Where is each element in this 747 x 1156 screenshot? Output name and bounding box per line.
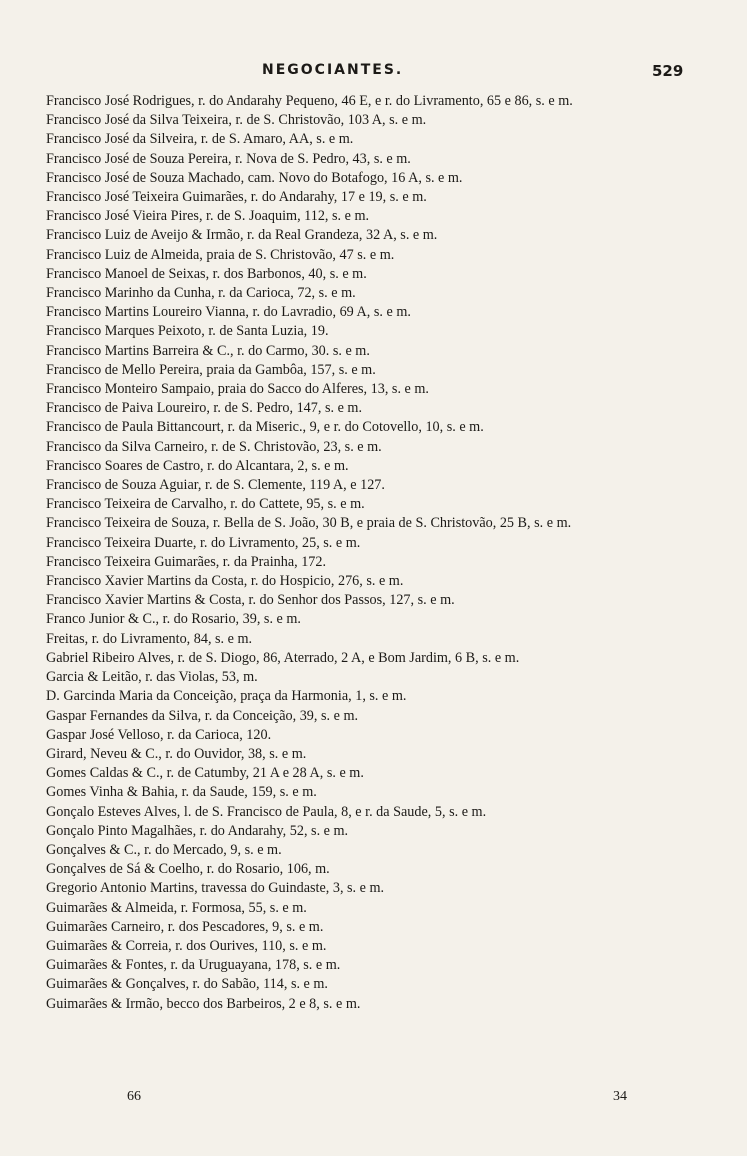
directory-entry: Francisco Teixeira Guimarães, r. da Prainha, 172. — [46, 553, 327, 570]
page-header — [0, 62, 747, 86]
directory-entry: Gonçalo Esteves Alves, l. de S. Francisco de Paula, 8, e r. da Saude, 5, s. e m. — [46, 803, 487, 820]
directory-entry: Francisco Monteiro Sampaio, praia do Sacco do Alferes, 13, s. e m. — [46, 381, 429, 398]
directory-entry: Francisco Luiz de Almeida, praia de S. Christovão, 47 s. e m. — [46, 246, 395, 263]
directory-entry: Francisco Marques Peixoto, r. de Santa Luzia, 19. — [46, 323, 329, 340]
directory-entry: Francisco da Silva Carneiro, r. de S. Christovão, 23, s. e m. — [46, 438, 382, 455]
page-footer — [0, 1089, 747, 1109]
directory-entry: Francisco Luiz de Aveijo & Irmão, r. da Real Grandeza, 32 A, s. e m. — [46, 227, 438, 244]
directory-entry: Gonçalo Pinto Magalhães, r. do Andarahy, 52, s. e m. — [46, 822, 349, 839]
directory-entry: Francisco José da Silva Teixeira, r. de S. Christovão, 103 A, s. e m. — [46, 112, 427, 129]
directory-entry: Guimarães Carneiro, r. dos Pescadores, 9, s. e m. — [46, 918, 324, 935]
directory-entry: Guimarães & Fontes, r. da Uruguayana, 178, s. e m. — [46, 957, 341, 974]
directory-entry: Francisco Marinho da Cunha, r. da Carioca, 72, s. e m. — [46, 285, 356, 302]
directory-entry: Francisco de Mello Pereira, praia da Gambôa, 157, s. e m. — [46, 361, 376, 378]
page-title: NEGOCIANTES. — [262, 62, 404, 78]
directory-entry: Francisco Teixeira Duarte, r. do Livramento, 25, s. e m. — [46, 534, 361, 551]
signature-mark-left: 66 — [127, 1089, 141, 1104]
directory-entry: Francisco José da Silveira, r. de S. Amaro, AA, s. e m. — [46, 131, 354, 148]
directory-entry: Gabriel Ribeiro Alves, r. de S. Diogo, 86, Aterrado, 2 A, e Bom Jardim, 6 B, s. e m. — [46, 649, 520, 666]
directory-entry: Francisco Manoel de Seixas, r. dos Barbonos, 40, s. e m. — [46, 265, 367, 282]
directory-entry: Francisco José Vieira Pires, r. de S. Joaquim, 112, s. e m. — [46, 208, 370, 225]
directory-entry: Francisco José de Souza Pereira, r. Nova de S. Pedro, 43, s. e m. — [46, 150, 411, 167]
directory-entry: Francisco José Rodrigues, r. do Andarahy Pequeno, 46 E, e r. do Livramento, 65 e 86, s. e m. — [46, 93, 573, 109]
directory-entry: Gregorio Antonio Martins, travessa do Guindaste, 3, s. e m. — [46, 880, 385, 897]
directory-entry: Gaspar Fernandes da Silva, r. da Conceição, 39, s. e m. — [46, 707, 359, 724]
directory-entry: Garcia & Leitão, r. das Violas, 53, m. — [46, 669, 258, 686]
directory-entry: Franco Junior & C., r. do Rosario, 39, s. e m. — [46, 611, 301, 628]
directory-entry: Guimarães & Irmão, becco dos Barbeiros, 2 e 8, s. e m. — [46, 995, 361, 1012]
directory-entry: Francisco José Teixeira Guimarães, r. do Andarahy, 17 e 19, s. e m. — [46, 189, 427, 206]
directory-list — [46, 92, 686, 1014]
page-number: 529 — [652, 62, 684, 80]
directory-entry: Francisco José de Souza Machado, cam. Novo do Botafogo, 16 A, s. e m. — [46, 169, 463, 186]
directory-entry: Francisco Martins Barreira & C., r. do Carmo, 30. s. e m. — [46, 342, 370, 359]
directory-entry: Francisco Teixeira de Souza, r. Bella de S. João, 30 B, e praia de S. Christovão, 25 B, s. e m. — [46, 515, 572, 532]
directory-entry: Francisco Teixeira de Carvalho, r. do Cattete, 95, s. e m. — [46, 496, 365, 513]
directory-entry: Gaspar José Velloso, r. da Carioca, 120. — [46, 726, 272, 743]
directory-entry: Francisco Xavier Martins & Costa, r. do Senhor dos Passos, 127, s. e m. — [46, 592, 455, 609]
directory-entry: Girard, Neveu & C., r. do Ouvidor, 38, s. e m. — [46, 745, 307, 762]
directory-entry: Francisco Xavier Martins da Costa, r. do Hospicio, 276, s. e m. — [46, 573, 404, 590]
directory-entry: Francisco de Paiva Loureiro, r. de S. Pedro, 147, s. e m. — [46, 400, 363, 417]
directory-entry: Freitas, r. do Livramento, 84, s. e m. — [46, 630, 253, 647]
directory-entry: Francisco Martins Loureiro Vianna, r. do Lavradio, 69 A, s. e m. — [46, 304, 411, 321]
directory-entry: Francisco Soares de Castro, r. do Alcantara, 2, s. e m. — [46, 457, 349, 474]
directory-entry: Guimarães & Correia, r. dos Ourives, 110, s. e m. — [46, 937, 327, 954]
directory-entry: D. Garcinda Maria da Conceição, praça da Harmonia, 1, s. e m. — [46, 688, 407, 705]
directory-entry: Francisco de Souza Aguiar, r. de S. Clemente, 119 A, e 127. — [46, 477, 385, 494]
signature-mark-right: 34 — [613, 1089, 627, 1104]
directory-entry: Gonçalves & C., r. do Mercado, 9, s. e m. — [46, 841, 282, 858]
directory-entry: Gonçalves de Sá & Coelho, r. do Rosario, 106, m. — [46, 861, 330, 878]
directory-entry: Gomes Vinha & Bahia, r. da Saude, 159, s. e m. — [46, 784, 317, 801]
directory-entry: Francisco de Paula Bittancourt, r. da Miseric., 9, e r. do Cotovello, 10, s. e m. — [46, 419, 484, 436]
directory-entry: Guimarães & Almeida, r. Formosa, 55, s. e m. — [46, 899, 307, 916]
directory-entry: Gomes Caldas & C., r. de Catumby, 21 A e 28 A, s. e m. — [46, 765, 364, 782]
directory-entry: Guimarães & Gonçalves, r. do Sabão, 114, s. e m. — [46, 976, 328, 993]
